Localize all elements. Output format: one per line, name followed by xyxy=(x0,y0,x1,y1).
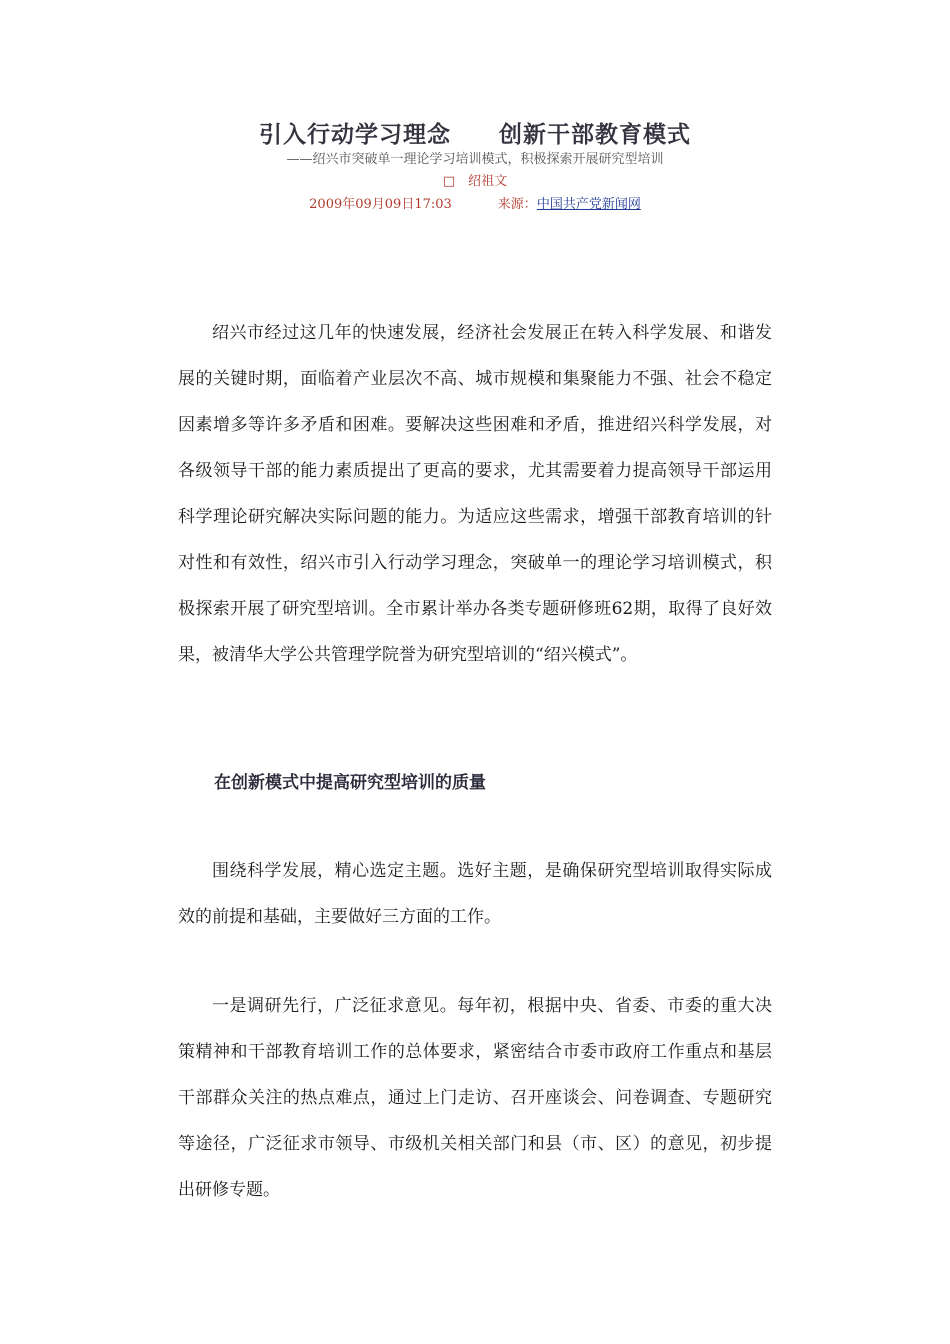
body-paragraph-1: 绍兴市经过这几年的快速发展，经济社会发展正在转入科学发展、和谐发展的关键时期，面临着产业层次不高、城市规模和集聚能力不强、社会不稳定因素增多等许多矛盾和困难。要解决这些困难和矛盾，推进绍兴科学发展，对各级领导干部的能力素质提出了更高的要求，尤其需要着力提高领导干部运用科学理论研究解决实际问题的能力。为适应这些需求，增强干部教育培训的针对性和有效性，绍兴市引入行动学习理念，突破单一的理论学习培训模式，积极探索开展了研究型培训。全市累计举办各类专题研修班62期，取得了良好效果，被清华大学公共管理学院誉为研究型培训的“绍兴模式”。 xyxy=(178,323,772,665)
article-title: 引入行动学习理念 创新干部教育模式 xyxy=(259,122,691,148)
article-header xyxy=(0,118,950,216)
article-meta xyxy=(0,194,950,216)
article-subtitle: ——绍兴市突破单一理论学习培训模式，积极探索开展研究型培训 xyxy=(286,152,664,167)
article-author: □ 绍祖文 xyxy=(442,174,508,189)
section-heading: 在创新模式中提高研究型培训的质量 xyxy=(214,773,486,793)
source-link[interactable]: 中国共产党新闻网 xyxy=(536,197,641,212)
body-paragraph-3: 一是调研先行，广泛征求意见。每年初，根据中央、省委、市委的重大决策精神和干部教育培训工作的总体要求，紧密结合市委市政府工作重点和基层干部群众关注的热点难点，通过上门走访、召开座谈会、问卷调查、专题研究等途径，广泛征求市领导、市级机关相关部门和县（市、区）的意见，初步提出研修专题。 xyxy=(178,996,772,1200)
body-paragraph-2: 围绕科学发展，精心选定主题。选好主题，是确保研究型培训取得实际成效的前提和基础，主要做好三方面的工作。 xyxy=(178,861,772,927)
publish-date: 2009年09月09日17:03 xyxy=(309,197,452,212)
source-label: 来源： xyxy=(497,197,537,212)
